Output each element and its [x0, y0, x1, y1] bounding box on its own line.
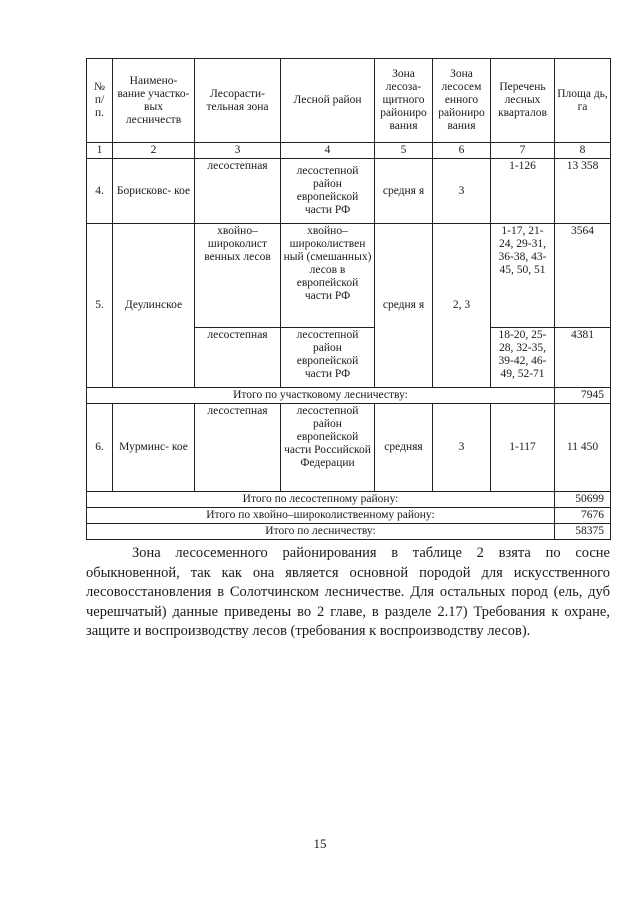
total-row: [87, 492, 611, 508]
row-quarters: 18-20, 25- 28, 32-35, 39-42, 46- 49, 52-71: [491, 328, 555, 388]
row-quarters: 1-117: [491, 404, 555, 492]
row-zone: лесостепная: [195, 328, 281, 388]
header-name: Наимено- вание участко- вых лесничеств: [113, 59, 195, 143]
row-region: лесостепной район европейской части РФ: [281, 159, 375, 224]
col-number: 5: [375, 143, 433, 159]
row-protect: средня я: [375, 159, 433, 224]
row-zone: лесостепная: [195, 159, 281, 224]
row-area: 13 358: [555, 159, 611, 224]
row-name: Борисковс- кое: [113, 159, 195, 224]
col-number: 6: [433, 143, 491, 159]
header-zone: Лесорасти- тельная зона: [195, 59, 281, 143]
row-protect: средня я: [375, 224, 433, 388]
row-num: 6.: [87, 404, 113, 492]
row-area: 3564: [555, 224, 611, 328]
total-row: [87, 508, 611, 524]
header-row: [87, 59, 611, 143]
forestry-table: [86, 58, 611, 540]
header-quarters: Перечень лесных кварталов: [491, 59, 555, 143]
row-area: 4381: [555, 328, 611, 388]
table-row: [87, 159, 611, 224]
total-value: 7676: [555, 508, 611, 524]
total-label: Итого по лесостепному району:: [87, 492, 555, 508]
table-row: [87, 224, 611, 328]
col-number: 1: [87, 143, 113, 159]
subtotal-value: 7945: [555, 388, 611, 404]
row-num: 5.: [87, 224, 113, 388]
col-number: 7: [491, 143, 555, 159]
row-area: 11 450: [555, 404, 611, 492]
header-num: № п/ п.: [87, 59, 113, 143]
row-protect: средняя: [375, 404, 433, 492]
total-label: Итого по лесничеству:: [87, 524, 555, 540]
col-number: 2: [113, 143, 195, 159]
row-seed: 3: [433, 404, 491, 492]
row-region: лесостепной район европейской части РФ: [281, 328, 375, 388]
header-protect-zone: Зона лесоза- щитного райониро вания: [375, 59, 433, 143]
header-seed-zone: Зона лесосем енного райониро вания: [433, 59, 491, 143]
col-number: 3: [195, 143, 281, 159]
total-label: Итого по хвойно–широколиственному району:: [87, 508, 555, 524]
table-row: [87, 404, 611, 492]
col-number: 8: [555, 143, 611, 159]
row-name: Мурминс- кое: [113, 404, 195, 492]
column-number-row: [87, 143, 611, 159]
row-zone: хвойно– широколист венных лесов: [195, 224, 281, 328]
row-quarters: 1-126: [491, 159, 555, 224]
row-seed: 3: [433, 159, 491, 224]
row-region: лесостепной район европейской части Российской Федерации: [281, 404, 375, 492]
row-zone: лесостепная: [195, 404, 281, 492]
page-number: 15: [313, 836, 327, 851]
header-region: Лесной район: [281, 59, 375, 143]
total-value: 58375: [555, 524, 611, 540]
total-value: 50699: [555, 492, 611, 508]
subtotal-row: [87, 388, 611, 404]
row-quarters: 1-17, 21- 24, 29-31, 36-38, 43- 45, 50, 51: [491, 224, 555, 328]
total-row: [87, 524, 611, 540]
col-number: 4: [281, 143, 375, 159]
header-area: Площа дь, га: [555, 59, 611, 143]
row-num: 4.: [87, 159, 113, 224]
body-paragraph: Зона лесосеменного районирования в таблице 2 взята по сосне обыкновенной, так как она является основной породой для искусственного лесовосстановления в Солотчинском лесничестве. Для остальных пород (ель, дуб черешчатый) данные приведены во 2 главе, в разделе 2.17) Требования к охране, защите и воспроизводству лесов (требования к воспроизводству лесов).: [86, 545, 610, 639]
row-region: хвойно– широколиствен ный (смешанных) лесов в европейской части РФ: [281, 224, 375, 328]
row-name: Деулинское: [113, 224, 195, 388]
row-seed: 2, 3: [433, 224, 491, 388]
subtotal-label: Итого по участковому лесничеству:: [87, 388, 555, 404]
